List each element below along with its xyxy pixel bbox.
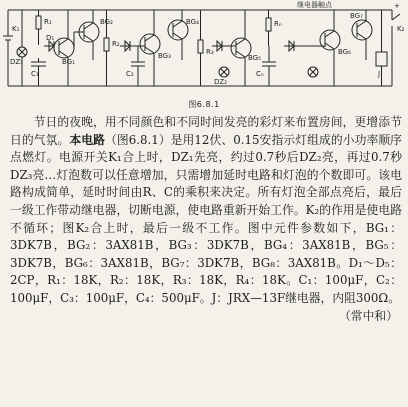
label-d1: D₁ (46, 34, 55, 42)
label-c2: C₂ (126, 70, 134, 78)
article-paragraph (10, 114, 402, 323)
label-bg6: BG₆ (338, 48, 351, 56)
label-bg4: BG₄ (186, 18, 199, 26)
circuit-diagram (0, 0, 408, 98)
article-body (10, 114, 402, 325)
label-r3: R₃ (206, 48, 214, 56)
figure-caption: 图6.8.1 (188, 100, 220, 109)
label-c1: C₁ (31, 70, 39, 78)
lead-text: 节日的夜晚，用不同颜色和不同时间发亮的彩灯来布置房间，更增添节日的气氛。 (10, 115, 402, 147)
label-r1: R₁ (44, 18, 52, 26)
label-rn: Rₙ (274, 20, 282, 28)
label-plus: + (394, 2, 400, 10)
label-dz2: DZ₂ (214, 78, 227, 86)
bold-phrase: 本电路 (69, 132, 105, 147)
label-cn: Cₙ (256, 70, 264, 78)
label-relay-contact: 继电器触点 (297, 1, 332, 9)
label-j: J (378, 70, 381, 78)
label-bg1: BG₁ (62, 58, 75, 66)
label-bg2: BG₂ (100, 18, 113, 26)
label-r2: R₂ (112, 40, 120, 48)
label-bg3: BG₃ (158, 52, 171, 60)
label-bg7: BG₇ (350, 12, 363, 20)
label-dz1: DZ₁ (10, 58, 23, 66)
author: （常中和） (339, 308, 398, 323)
label-k2: K₂ (397, 25, 405, 33)
label-bg5: BG₅ (248, 54, 261, 62)
label-k1: K₁ (12, 25, 20, 33)
body-text: （图6.8.1）是用12伏、0.15安指示灯组成的小功率顺序点燃灯。电源开关K₁合上时，DZ₁先亮，约过0.7秒后DZ₂亮，再过0.7秒DZ₃亮…灯泡数可以任意增加，只需增加延时电路和灯泡的个数即可。该电路构成简单，延时时间由R、C的乘积来决定。所有灯泡全部点亮后，最后一级工作带动继电器，切断电源，使电路重新开始工作。K₂的作用是使电路不循环；图K₂合上时，最后一级不工作。图中元件参数如下，BG₁：3DK7B，BG₂：3AX81B，BG₃：3DK7B，BG₄：3AX81B，BG₅：3DK7B，BG₆：3AX81B，BG₇：3DK7B，BG₈：3AX81B。D₁～D₅：2CP，R₁：18K，R₂：18K，R₃：18K，R₄：18K。C₁：100μF，C₂：100μF，C₃：100μF，C₄：500μF。J：JRX—13F继电器，内阻300Ω。 (10, 132, 402, 305)
